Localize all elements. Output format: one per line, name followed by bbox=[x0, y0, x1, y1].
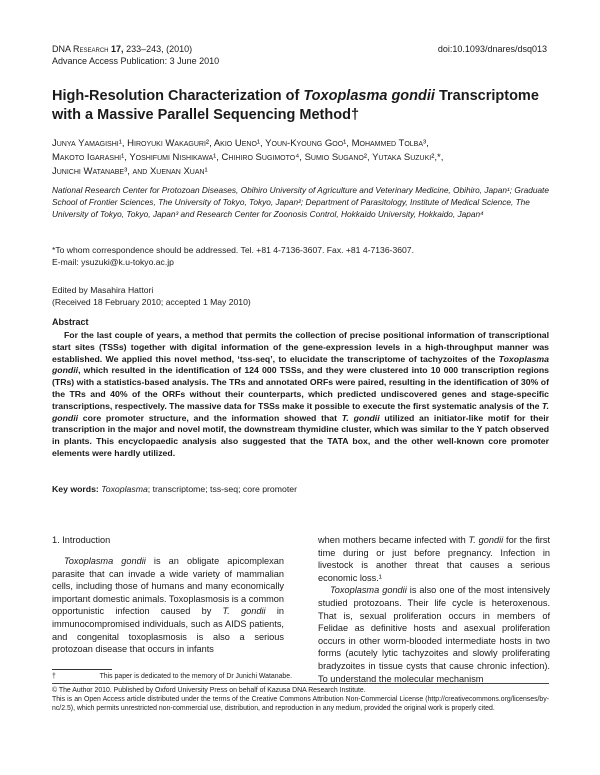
title-part-2: Transcriptome with a Massive Parallel Sequencing Method† bbox=[52, 88, 539, 123]
journal-citation bbox=[52, 43, 219, 55]
abstract-species: Toxoplasma gondii bbox=[52, 353, 549, 376]
journal-name: DNA Research bbox=[52, 44, 109, 54]
paragraph-text: is also one of the most intensively studied protozoans. Their life cycle is heteroxenous. That is, sexual proliferation occurs in members of Felidae as definitive hosts and asexual proliferation occurs in other worm-blooded intermediate hosts in two forms (acutely lytic tachyzoites and slowly proliferating bradyzoites in tissue cysts that cause chronic infection). To understand the molecular mechanism bbox=[318, 585, 550, 684]
abstract-text: core promoter structure, and the information showed that bbox=[78, 412, 342, 423]
intro-paragraph-2 bbox=[318, 584, 550, 685]
abstract-body bbox=[52, 330, 549, 460]
keyword-species: Toxoplasma bbox=[101, 484, 148, 494]
body-column-right bbox=[318, 534, 550, 685]
author-line: Junichi Watanabe³, and Xuenan Xuan¹ bbox=[52, 166, 208, 177]
doi[interactable]: doi:10.1093/dnares/dsq013 bbox=[437, 44, 547, 54]
abstract-text: For the last couple of years, a method that permits the collection of precise positional information of transcriptional start sites (TSSs) together with digital information of the gene-expression levels in a high-throughput manner was established. We applied this novel method, ‘tss-seq’, to elucidate the transcriptome of tachyzoites of the bbox=[52, 330, 549, 364]
copyright-line: © The Author 2010. Published by Oxford University Press on behalf of Kazusa DNA Research Institute. bbox=[52, 687, 366, 694]
footnote-mark: † bbox=[52, 673, 56, 680]
affiliations: National Research Center for Protozoan Diseases, Obihiro University of Agriculture and Veterinary Medicine, Obihiro, Japan¹; Graduate School of Frontier Sciences, The University of Tokyo, Tokyo, Japan²; Department of Parasitology, Institute of Medical Science, The University of Tokyo, Tokyo, Japan³ and Research Center for Zoonosis Control, Hokkaido University, Hokkaido, Japan⁴ bbox=[52, 185, 549, 219]
author-list bbox=[52, 137, 552, 179]
section-heading-introduction: 1. Introduction bbox=[52, 535, 111, 545]
abstract-species: T. gondii bbox=[341, 412, 380, 423]
keywords-rest: ; transcriptome; tss-seq; core promoter bbox=[147, 484, 297, 494]
species-name: Toxoplasma gondii bbox=[64, 556, 146, 566]
journal-pages-year: 233–243, (2010) bbox=[126, 44, 193, 54]
keywords bbox=[52, 483, 552, 495]
footnote-text: This paper is dedicated to the memory of Dr Junichi Watanabe. bbox=[99, 673, 292, 680]
correspondence-contact: *To whom correspondence should be addressed. Tel. +81 4-7136-3607. Fax. +81 4-7136-3607. bbox=[52, 245, 414, 255]
species-name: T. gondii bbox=[222, 606, 266, 617]
title-species: Toxoplasma gondii bbox=[303, 88, 435, 104]
running-header bbox=[52, 43, 219, 67]
keywords-label: Key words: bbox=[52, 484, 99, 494]
author-line: Junya Yamagishi¹, Hiroyuki Wakaguri², Akio Ueno¹, Youn-Kyoung Goo¹, Mohammed Tolba³, bbox=[52, 138, 429, 149]
abstract-text: , which resulted in the identification of 124 000 TSSs, and they were clustered into 10 000 transcription regions (TRs) with a statistics-based analysis. The TRs and annotated ORFs were paired, resulting in the identification of 30% of the TRs and 40% of the ORFs without their counterparts, which predicted undiscovered genes and stage-specific transcriptions, respectively. The massive data for TSSs make it possible to execute the first systematic analysis of the bbox=[52, 365, 549, 411]
title-part-1: High-Resolution Characterization of bbox=[52, 88, 304, 104]
paragraph-text: is an obligate apicomplexan parasite that can invade a wide variety of mammalian cells, including those of humans and many economically important domestic animals. Toxoplasmosis is a common opportunistic infection caused by bbox=[52, 556, 284, 617]
footnote-divider bbox=[52, 669, 112, 670]
article-title bbox=[52, 87, 552, 125]
species-name: Toxoplasma gondii bbox=[330, 585, 407, 596]
paragraph-text: in immunocompromised individuals, such as AIDS patients, and congenital toxoplasmosis is also a serious protozoan disease that occurs in infants bbox=[52, 606, 284, 655]
intro-paragraph-1-continued bbox=[318, 534, 550, 584]
footnote bbox=[52, 672, 292, 681]
correspondence bbox=[52, 244, 552, 268]
abstract-heading: Abstract bbox=[52, 317, 89, 327]
author-line: Makoto Igarashi¹, Yoshifumi Nishikawa¹, Chihiro Sugimoto⁴, Sumio Sugano², Yutaka Suzuki²,*, bbox=[52, 152, 444, 163]
abstract-text: utilized an initiator-like motif for their transcription in the major and novel motif, the downstream thymidine cluster, which was similar to the Y patch observed in plants. This encyclopaedic analysis also suggested that the TATA box, and the other well-known core promoter elements were hardly utilized. bbox=[52, 412, 549, 458]
correspondence-email[interactable]: E-mail: ysuzuki@k.u-tokyo.ac.jp bbox=[52, 257, 174, 267]
copyright-notice bbox=[52, 686, 549, 713]
received-dates: (Received 18 February 2010; accepted 1 May 2010) bbox=[52, 297, 251, 307]
paragraph-text: when mothers became infected with bbox=[318, 535, 469, 545]
edited-by: Edited by Masahira Hattori bbox=[52, 285, 154, 295]
abstract-species: T. gondii bbox=[52, 400, 549, 423]
copyright-divider bbox=[52, 683, 549, 684]
editorial-info bbox=[52, 284, 552, 308]
journal-volume: 17, bbox=[111, 44, 124, 54]
license-text: This is an Open Access article distributed under the terms of the Creative Commons Attribution Non-Commercial License (http://creativecommons.org/licenses/by-nc/2.5), which permits unrestricted non-commercial use, distribution, and reproduction in any medium, provided the original work is properly cited. bbox=[52, 696, 549, 713]
paragraph-text: for the first time during or just before pregnancy. Infection in livestock is another threat that causes a serious economic loss.¹ bbox=[318, 535, 550, 583]
advance-access-date: Advance Access Publication: 3 June 2010 bbox=[52, 56, 220, 66]
intro-paragraph-1 bbox=[52, 555, 284, 656]
body-column-left bbox=[52, 534, 284, 656]
species-name: T. gondii bbox=[468, 535, 504, 545]
